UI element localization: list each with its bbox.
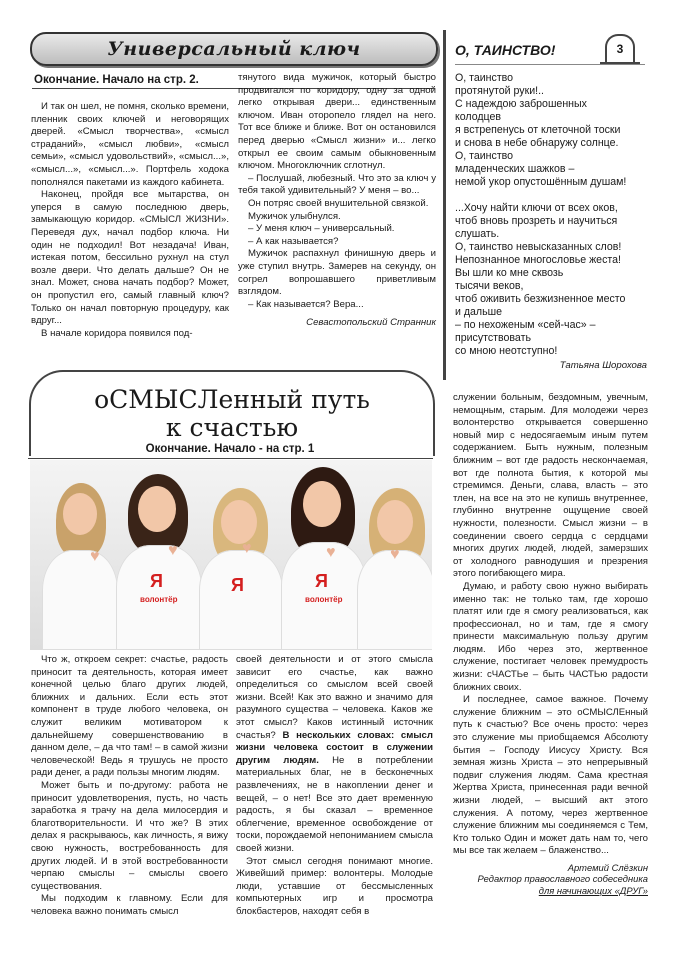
poem-line: колодцев [455, 111, 502, 123]
poem-line: и дальше [455, 306, 503, 318]
heart-hands-icon: ♥ [390, 546, 400, 563]
paragraph: – Как называется? Вера... [248, 298, 364, 310]
author-role: для начинающих «ДРУГ» [538, 884, 648, 896]
poem-line: чтоб вновь прозреть и научиться [455, 215, 618, 227]
main-continuation-note: Окончание. Начало - на стр. 1 [145, 443, 315, 455]
heart-hands-icon: ♥ [326, 544, 336, 561]
poem-line: тысячи веков, [455, 280, 524, 292]
poem-body [455, 72, 650, 358]
person-figure [110, 470, 205, 650]
page-number: 3 [605, 34, 635, 64]
paragraph: – А как называется? [248, 235, 339, 247]
poem-line: Непознанное многословье жеста! [455, 254, 621, 266]
poem-line: О, таинство невысказанных слов! [455, 241, 622, 253]
poem-line: и снова в небе обнаружу солнце. [455, 137, 619, 149]
article-column-1 [31, 101, 229, 340]
paragraph: – У меня ключ – универсальный. [248, 223, 395, 235]
poem-line: О, таинство [455, 72, 514, 84]
paragraph: Мужичок улыбнулся. [248, 210, 341, 222]
main-column-3 [453, 392, 648, 896]
poem-line: С надеждою заброшенных [455, 98, 587, 110]
person-figure [355, 480, 432, 650]
paragraph: Наконец, пройдя все мытарства, он уперся в самую последнюю дверь, замыкающую коридор. «СМЫСЛ ЖИЗНИ». Переведя дух, начал подбор ключа. Ни один не подходил! Вот незадача! Иван, истекая потом, бессильно рухнул на стул возле двери. Что делать дальше? Он не знал. Может, снова начать подбор? Может, он пропустил его, самый главный ключ? Только он начал повторную процедуру, как вдруг... [31, 189, 229, 327]
author-name: Артемий Слёзкин [567, 861, 648, 873]
poem-line: я встрепенусь от клеточной тоски [455, 124, 621, 136]
paragraph: Мы подходим к главному. Если для человека важно понимать смысл [31, 893, 228, 917]
heart-hands-icon: ♥ [90, 548, 100, 565]
main-column-2 [236, 654, 433, 918]
author-role: Редактор православного собеседника [477, 873, 648, 885]
paragraph: И так он шел, не помня, сколько времени, пленник своих ключей и неговорящих дверей. «Смысл творчества», «смысл страданий», «смысл любви», «смысл семьи», «смысл удовольствий», «смысл...», «смысл...», «смысл...». Портфель ходока пополнялся пакетами из каждого кабинета. [31, 101, 229, 188]
volunteer-logo: Я [150, 571, 163, 591]
paragraph: Он потряс своей внушительной связкой. [248, 197, 429, 209]
volunteer-logo-text: волонтёр [305, 595, 343, 604]
volunteer-logo: Я [315, 571, 328, 591]
poem-line: протянутой руки!.. [455, 85, 544, 97]
poem-line: О, таинство [455, 150, 514, 162]
paragraph: служении больным, бездомным, увечным, немощным, старым. Для молодежи через волонтерство открывается совершенно новый мир с недосягаемым иным путем содержанием. Быть нужным, полезным ближним – вот где радость нескончаемая, вот где полнота бытия, к которой мы стремимся. Деньги, слава, власть – это тлен, на все на это не купишь внутреннее, глубинно внутренне ощущение своей нужности, полезности. Смысл жизни – в соединении своего сердца с сердцами многих других людей, людей, замерзших от холодного равнодушия и презрения этого погибающего мира. [453, 392, 648, 580]
poem-line: чтоб оживить безжизненное место [455, 293, 626, 305]
person-figure [38, 475, 118, 650]
poem-line: слушать. [455, 228, 500, 240]
poem-author: Татьяна Шорохова [559, 360, 647, 371]
article-column-2 [238, 72, 436, 330]
volunteer-logo-text: волонтёр [140, 595, 178, 604]
poem-line: немой укор опустошённым душам! [455, 176, 627, 188]
article-continuation-note: Окончание. Начало на стр. 2. [34, 74, 199, 86]
stanza-break [455, 189, 650, 202]
poem-line: со мною неотступно! [455, 345, 558, 357]
article-title: Универсальный ключ [107, 38, 361, 60]
poem-line: присутствовать [455, 332, 531, 344]
paragraph [236, 654, 433, 856]
person-figure [195, 480, 285, 650]
paragraph-text: своей деятельности и от этого смысла зависит его счастье, как важно определиться со смыслом всей своей жизни. Всей! Как это важно и значимо для разумного существа – человека. Каков же этот смысл? Каков истинный источник счастья? [236, 654, 433, 741]
volunteer-logo: Я [231, 575, 244, 595]
poem-line: – по нехоженым «сей-час» – [455, 319, 596, 331]
heart-hands-icon: ♥ [242, 540, 252, 557]
main-article-author [453, 862, 648, 897]
main-article-title [29, 386, 435, 442]
highlighted-text: В нескольких словах: смысл жизни человека состоит в служении другим людям. [236, 729, 433, 766]
poem-title: О, ТАИНСТВО! [455, 42, 556, 58]
article-author: Севастопольский Странник [306, 317, 436, 329]
paragraph: Этот смысл сегодня понимают многие. Живейший пример: волонтеры. Молодые люди, уставшие от бессмысленных компьютерных игр и просмотра блокбастеров, находят себя в [236, 855, 433, 917]
paragraph: тянутого вида мужичок, который быстро продвигался по коридору, одну за одной легко открывая двери... единственным ключом. Иван оторопело глядел на него. Тот все ближе и ближе. Вот он остановился перед дверью «Смысл жизни» и... легко открыл ее своим самым обыкновенным ключом. Многоключник сглотнул. [238, 72, 436, 172]
paragraph: Мужичок распахнул финишную дверь и уже ступил внутрь. Замерев на секунду, он согрел вопрошавшего приветливым взглядом. [238, 248, 436, 298]
column-divider [443, 30, 446, 380]
divider [28, 458, 433, 459]
poem-line: Вы шли ко мне сквозь [455, 267, 564, 279]
main-column-1 [31, 654, 228, 918]
heart-hands-icon: ♥ [168, 542, 178, 559]
paragraph: Думаю, и работу свою нужно выбирать именно так: не только там, где хорошо платят или где я смогу реализоваться, как профессионал, но и там, где я смогу принести максимальную пользу другим людям. Ибо через это, жертвенное служение, постигает человек премудрость жизни: сЧАСТЬе – быть ЧАСТЬю радости ближних своих. [453, 580, 648, 693]
title-line-2: к счастью [165, 413, 299, 442]
divider [455, 64, 645, 65]
paragraph: В начале коридора появился под- [41, 327, 193, 339]
poem-line: младенческих шажков – [455, 163, 575, 175]
paragraph: Может быть и по-другому: работа не приносит удовлетворения, пусть, но часть заработка я трачу на дела милосердия и благотворительности. И что же? В этих делах я раскрываюсь, как личность, я вижу свою нужность, востребованность для других людей. И в этой востребованности черпаю смыслы – смыслы своего существования. [31, 779, 228, 892]
paragraph: И последнее, самое важное. Почему служение ближним – это оСМЫСЛЕнный путь к счастью? Все очень просто: через это служение мы приобщаемся Абсолюту бытия – Господу Иисусу Христу. Вся земная жизнь Христа – это непрерывный подвиг служения людям. Сама крестная Жертва Христа, принесенная ради вечной жизни людей, – высший акт этого служения. А потому, через жертвенное служение ближним мы соединяемся с Тем, Кто только Один и может дать нам то, чего мы все так желаем – блаженство... [453, 694, 648, 857]
title-line-1: оСМЫСЛенный путь [94, 385, 370, 414]
paragraph-text: Не в потреблении материальных благ, не в бесконечных развлечениях, не в накоплении денег и вещей, – о нет! Все это дает временную радость, я бы сказал – временное облегчение, временное освобождение от тоски, порождаемой непониманием смысла своей жизни. [236, 754, 433, 854]
volunteers-photo [30, 460, 432, 650]
poem-line: ...Хочу найти ключи от всех оков, [455, 202, 618, 214]
paragraph: Что ж, откроем секрет: счастье, радость приносит та деятельность, которая имеет конечной целью благо других людей, ближних и дальних. Если есть этот компонент в труде любого человека, он служит великим мотиватором к дальнейшему совершенствованию в данном деле, – да что там! – в самой жизни человеческой! Ведь я трушусь не просто ради денег, а ради пользы многим людям. [31, 654, 228, 779]
article-title-banner [30, 32, 438, 66]
paragraph: – Послушай, любезный. Что это за ключ у тебя такой удивительный? У меня – во... [238, 172, 436, 197]
